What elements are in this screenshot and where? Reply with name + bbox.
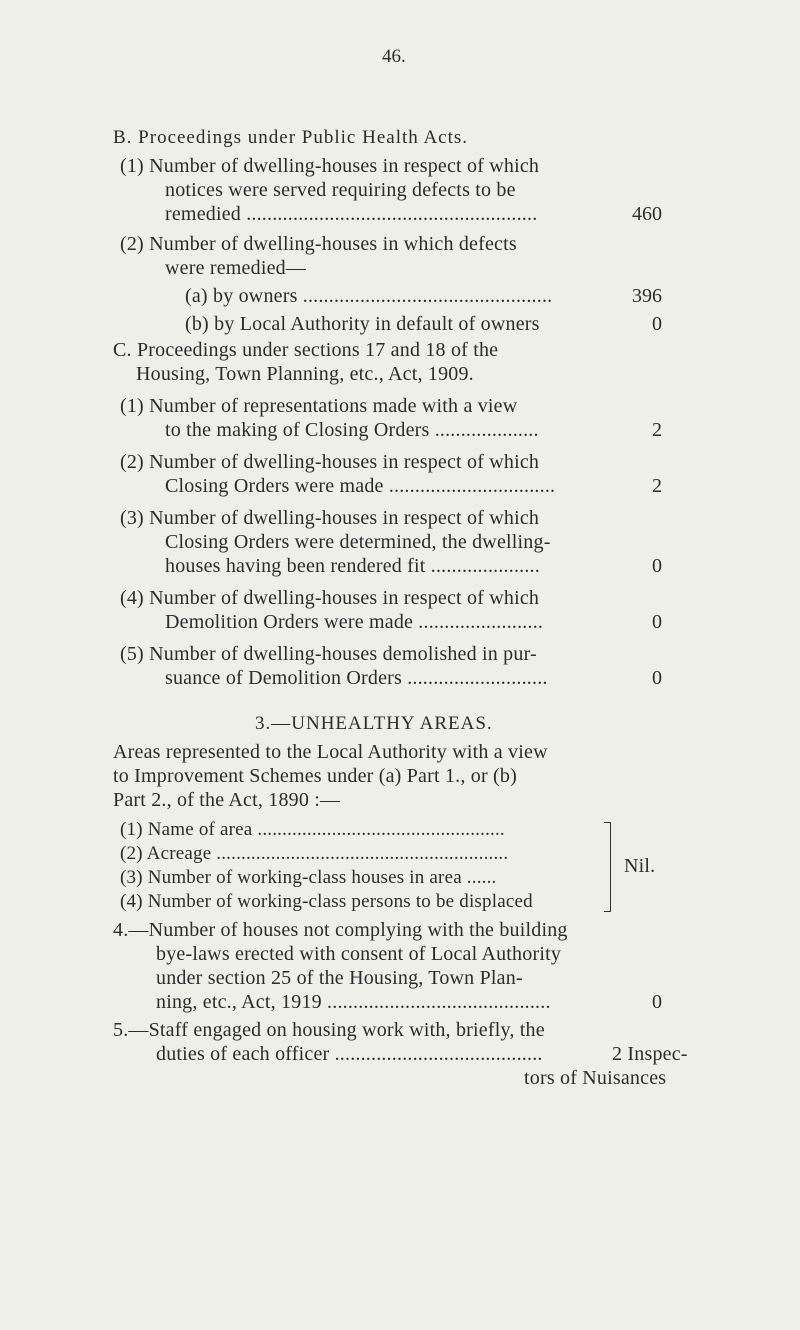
c3-line3: houses having been rendered fit ..................... (165, 555, 540, 577)
s4-line3: under section 25 of the Housing, Town Plan- (156, 967, 523, 989)
b2-line1: (2) Number of dwelling-houses in which defects (120, 233, 517, 255)
b1-line3: remedied ........................................................ (165, 203, 538, 225)
s3-value: Nil. (624, 855, 656, 877)
section-c-heading-line2: Housing, Town Planning, etc., Act, 1909. (136, 363, 474, 385)
s4-line4: ning, etc., Act, 1919 ........................................... (156, 991, 551, 1013)
c1-line1: (1) Number of representations made with a view (120, 395, 518, 417)
s3-item1: (1) Name of area .................................................. (120, 819, 505, 840)
s4-line1: 4.—Number of houses not complying with the building (113, 919, 568, 941)
c3-line1: (3) Number of dwelling-houses in respect of which (120, 507, 540, 529)
c2-line2: Closing Orders were made ................................ (165, 475, 556, 497)
c4-line2: Demolition Orders were made ........................ (165, 611, 544, 633)
s3-item4: (4) Number of working-class persons to be displaced (120, 891, 533, 912)
b2b-value: 0 (652, 313, 662, 335)
s5-line2: duties of each officer ........................................ (156, 1043, 543, 1065)
c4-line1: (4) Number of dwelling-houses in respect of which (120, 587, 540, 609)
c5-line2: suance of Demolition Orders ........................... (165, 667, 548, 689)
b2b-text: (b) by Local Authority in default of owners (185, 313, 540, 335)
s3-intro-line2: to Improvement Schemes under (a) Part 1., or (b) (113, 765, 517, 787)
b2a-value: 396 (632, 285, 662, 307)
s4-value: 0 (652, 991, 662, 1013)
s4-line2: bye-laws erected with consent of Local Authority (156, 943, 562, 965)
section-b-heading: B. Proceedings under Public Health Acts. (113, 127, 469, 148)
c2-value: 2 (652, 475, 662, 497)
s3-intro-line1: Areas represented to the Local Authority with a view (113, 741, 548, 763)
section-3-heading: 3.—UNHEALTHY AREAS. (255, 713, 493, 734)
c3-line2: Closing Orders were determined, the dwelling- (165, 531, 551, 553)
s3-intro-line3: Part 2., of the Act, 1890 :— (113, 789, 341, 811)
b1-line2: notices were served requiring defects to be (165, 179, 516, 201)
c5-value: 0 (652, 667, 662, 689)
c4-value: 0 (652, 611, 662, 633)
b1-value: 460 (632, 203, 662, 225)
c1-value: 2 (652, 419, 662, 441)
c3-value: 0 (652, 555, 662, 577)
right-brace (604, 822, 611, 912)
c5-line1: (5) Number of dwelling-houses demolished in pur- (120, 643, 537, 665)
b1-line1: (1) Number of dwelling-houses in respect of which (120, 155, 540, 177)
b2-line2: were remedied— (165, 257, 307, 279)
c2-line1: (2) Number of dwelling-houses in respect of which (120, 451, 540, 473)
c1-line2: to the making of Closing Orders .................... (165, 419, 539, 441)
section-c-heading-line1: C. Proceedings under sections 17 and 18 of the (113, 339, 499, 361)
s5-line1: 5.—Staff engaged on housing work with, briefly, the (113, 1019, 545, 1041)
s5-value-line2: tors of Nuisances (524, 1067, 667, 1089)
s3-item3: (3) Number of working-class houses in area ...... (120, 867, 497, 888)
b2a-text: (a) by owners ................................................ (185, 285, 553, 307)
page-number: 46. (382, 46, 406, 67)
s5-value-line1: 2 Inspec- (612, 1043, 688, 1065)
s3-item2: (2) Acreage ........................................................... (120, 843, 509, 864)
